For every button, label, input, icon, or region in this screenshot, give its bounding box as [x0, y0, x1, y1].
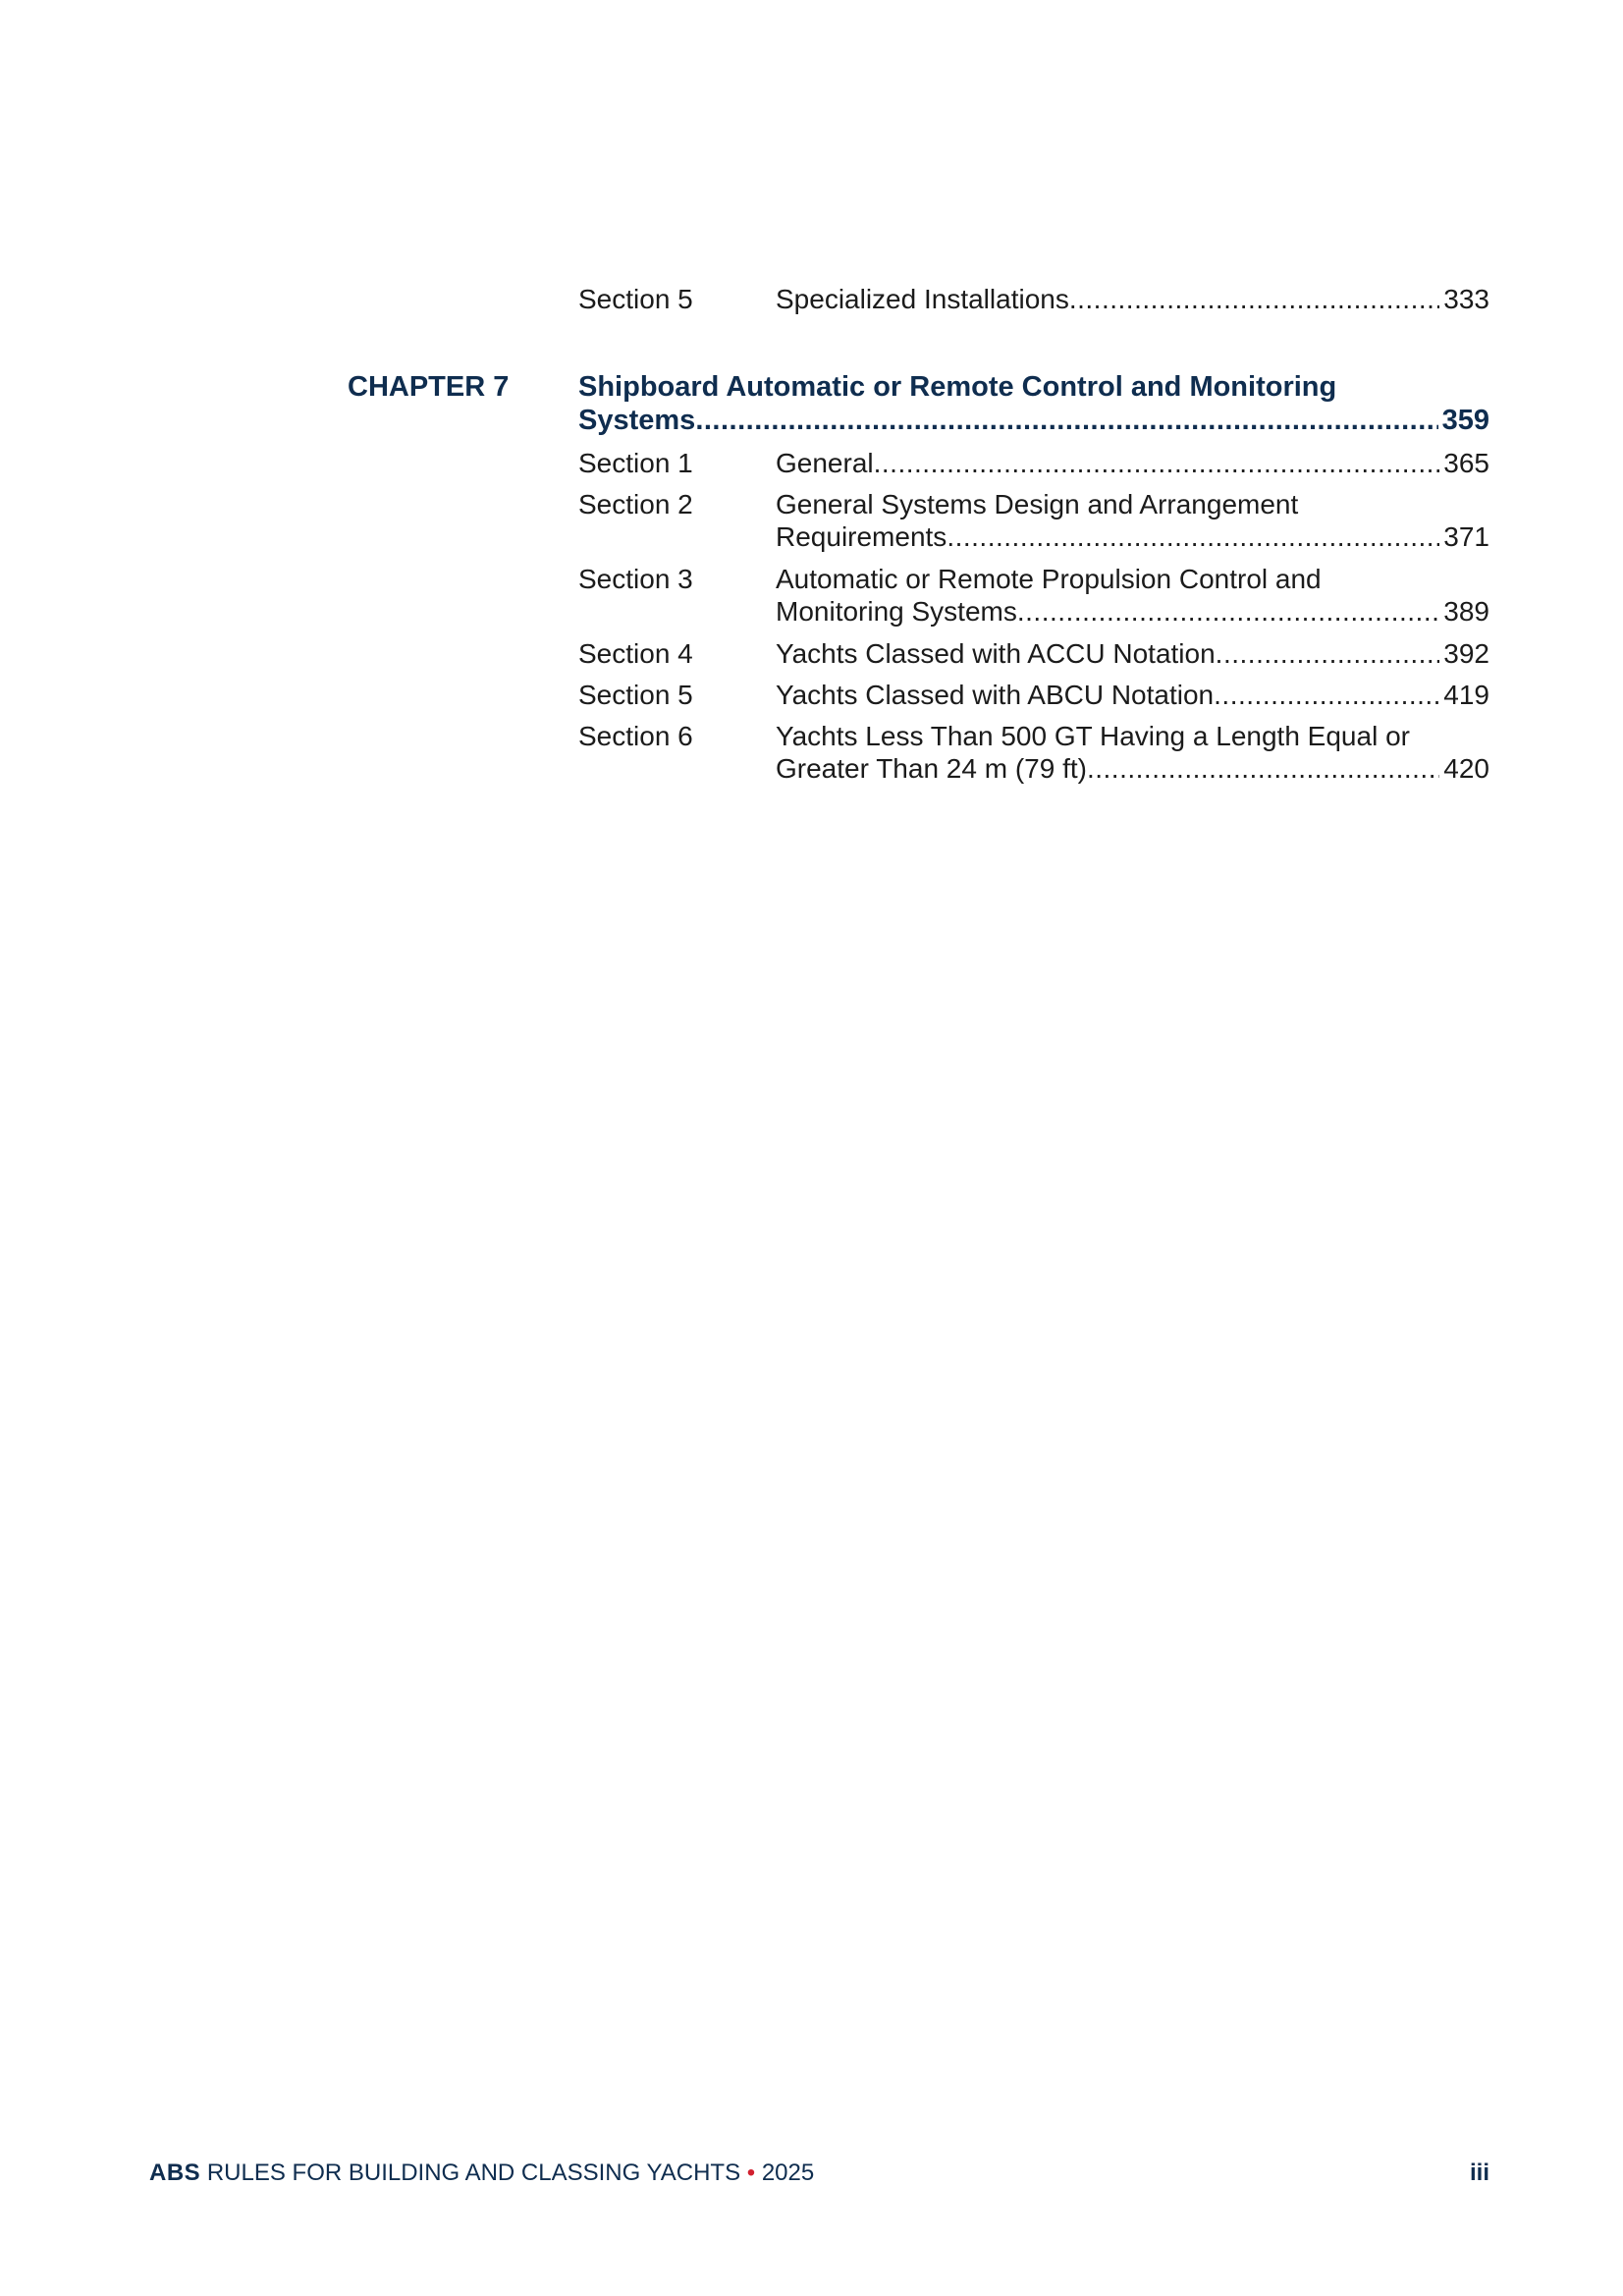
dot-leader	[1214, 679, 1439, 711]
toc-section-label: Section 3	[578, 564, 693, 594]
chapter-label: CHAPTER 7	[348, 371, 510, 403]
toc-section-label: Section 2	[578, 489, 693, 519]
dot-leader	[874, 447, 1440, 479]
page-footer	[149, 2159, 814, 2187]
toc-entry-title: Yachts Classed with ABCU Notation	[776, 680, 1215, 710]
footer-year: 2025	[761, 2159, 815, 2186]
toc-entry-abcu[interactable]	[776, 679, 1489, 711]
toc-entry-title: Specialized Installations	[776, 284, 1069, 314]
toc-entry-general-systems-design[interactable]	[776, 520, 1489, 553]
toc-page-number: 333	[1443, 284, 1489, 314]
toc-entry-title: Yachts Classed with ACCU Notation	[776, 638, 1216, 669]
brand-logo-text: ABS	[149, 2159, 201, 2186]
toc-entry-title[interactable]: General Systems Design and Arrangement	[776, 489, 1299, 519]
toc-entry-title: General	[776, 448, 874, 478]
toc-entry-title[interactable]: Automatic or Remote Propulsion Control and	[776, 564, 1322, 594]
dot-leader	[1216, 637, 1440, 670]
toc-entry-specialized-installations[interactable]	[776, 283, 1489, 315]
toc-page-number: 420	[1443, 753, 1489, 784]
chapter-page-number: 359	[1441, 405, 1489, 436]
footer-title: RULES FOR BUILDING AND CLASSING YACHTS	[206, 2159, 741, 2186]
dot-leader	[947, 520, 1439, 553]
toc-entry-title-continued: Requirements	[776, 521, 947, 552]
page-number: iii	[1469, 2159, 1489, 2186]
toc-entry-accu[interactable]	[776, 637, 1489, 670]
footer-separator: •	[746, 2159, 756, 2186]
toc-section-label: Section 6	[578, 721, 693, 751]
toc-entry-title-continued: Monitoring Systems	[776, 596, 1017, 627]
toc-page-number: 419	[1443, 680, 1489, 710]
chapter-title-continued[interactable]	[578, 405, 1489, 437]
toc-section-label: Section 5	[578, 284, 693, 314]
toc-section-label: Section 4	[578, 638, 693, 669]
toc-page-number: 392	[1443, 638, 1489, 669]
toc-entry-yachts-less-than-500gt[interactable]	[776, 752, 1489, 785]
dot-leader	[1087, 752, 1439, 785]
toc-entry-propulsion-control[interactable]	[776, 595, 1489, 628]
toc-page-number: 389	[1443, 596, 1489, 627]
toc-section-label: Section 1	[578, 448, 693, 478]
dot-leader	[1069, 283, 1439, 315]
dot-leader	[1017, 595, 1439, 628]
dot-leader	[695, 405, 1437, 437]
toc-entry-title[interactable]: Yachts Less Than 500 GT Having a Length Equal or	[776, 721, 1410, 751]
toc-page-number: 371	[1443, 521, 1489, 552]
toc-entry-title-continued: Greater Than 24 m (79 ft)	[776, 753, 1087, 784]
toc-entry-general[interactable]	[776, 447, 1489, 479]
toc-page-number: 365	[1443, 448, 1489, 478]
toc-section-label: Section 5	[578, 680, 693, 710]
chapter-title[interactable]: Shipboard Automatic or Remote Control and Monitoring	[578, 371, 1337, 403]
chapter-title-end: Systems	[578, 405, 696, 436]
